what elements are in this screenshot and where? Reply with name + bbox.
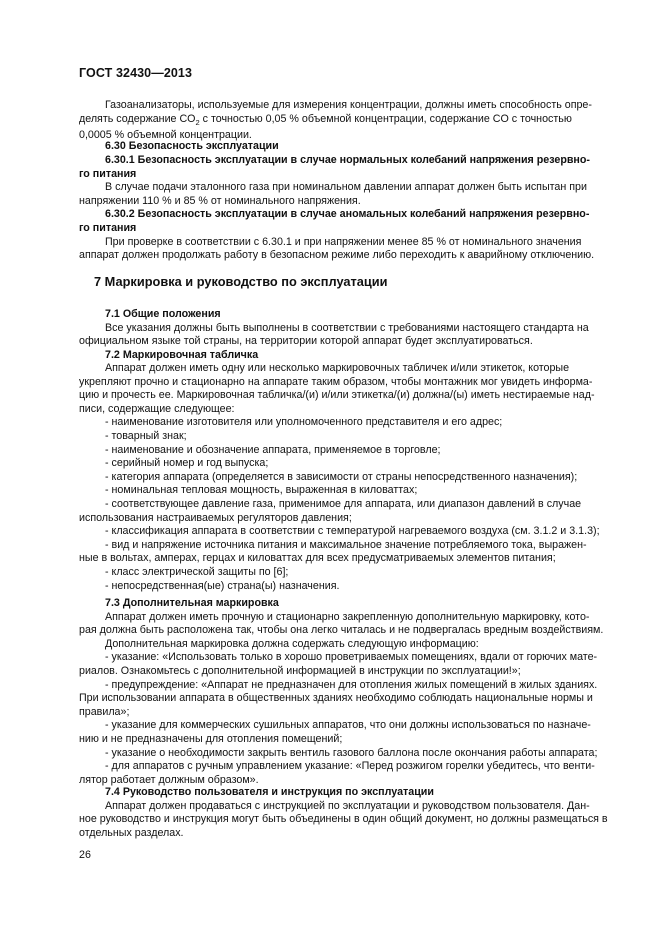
section-heading: 7.3 Дополнительная маркировка [105, 597, 279, 609]
list-item: - наименование изготовителя или уполномоченного представителя и его адрес; [105, 416, 503, 429]
list-item: - вид и напряжение источника питания и максимальное значение потребляемого тока, выражен- [105, 538, 587, 551]
subsection-heading: 6.30.2 Безопасность эксплуатации в случае аномальных колебаний напряжения резервно- [105, 208, 590, 221]
section-7-4 [79, 786, 613, 840]
text-line: цию и прочесть ее. Маркировочная табличка/(и) и/или этикетка/(и) должна/(ы) иметь нестираемые над- [79, 389, 595, 402]
list-item: - предупреждение: «Аппарат не предназначен для отопления жилых помещений в жилых зданиях. [105, 678, 598, 691]
list-item: - указание о необходимости закрыть вентиль газового баллона после окончания работы аппарата; [105, 746, 598, 759]
list-item-continuation: использования настраиваемых регуляторов давления; [79, 511, 352, 524]
list-item: - номинальная тепловая мощность, выраженная в киловаттах; [105, 484, 418, 497]
text-line: писи, содержащие следующее: [79, 402, 235, 415]
text-line: В случае подачи эталонного газа при номинальном давлении аппарат должен быть испытан при [105, 181, 587, 194]
text-line: рая должна быть расположена так, чтобы она легко читалась и не подвергалась вредным воздействиям. [79, 624, 604, 637]
text-line: Аппарат должен продаваться с инструкцией по эксплуатации и руководством пользователя. Дан- [105, 799, 590, 812]
text-line: напряжении 110 % и 85 % от номинального напряжения. [79, 194, 361, 207]
section-heading: 7.1 Общие положения [105, 308, 221, 320]
document-header: ГОСТ 32430—2013 [79, 66, 193, 80]
list-item: - класс электрической защиты по [6]; [105, 565, 289, 578]
text-line: Аппарат должен иметь прочную и стационарно закрепленную дополнительную маркировку, кото- [105, 610, 590, 623]
text-line: аппарат должен продолжать работу в безопасном режиме либо переходить к аварийному отключению. [79, 249, 595, 262]
text-line: ное руководство и инструкция могут быть объединены в один общий документ, но должны размещаться в [79, 813, 608, 826]
list-item: - соответствующее давление газа, применимое для аппарата, или диапазон давлений в случае [105, 497, 582, 510]
text-line: Аппарат должен иметь одну или несколько маркировочных табличек и/или этикеток, которые [105, 362, 570, 374]
list-item-continuation: нию и не предназначены для отопления помещений; [79, 732, 343, 745]
text-line: делять содержание $CO_2$ с точностью 0,05 % объемной концентрации, содержание CO с точностью [79, 112, 572, 127]
list-item: - для аппаратов с ручным управлением указание: «Перед розжигом горелки убедитесь, что венти- [105, 760, 595, 773]
subsection-heading: 6.30.1 Безопасность эксплуатации в случае нормальных колебаний напряжения резервно- [105, 154, 590, 166]
list-item-continuation: лятор работает должным образом». [79, 773, 259, 786]
gas-analyzer-paragraph [79, 99, 613, 143]
list-item: - классификация аппарата в соответствии с температурой нагреваемого воздуха (см. 3.1.2 и 3.1.3); [105, 525, 600, 538]
text-line: отдельных разделах. [79, 826, 184, 839]
section-7-3 [79, 597, 613, 787]
section-heading: 7.4 Руководство пользователя и инструкция по эксплуатации [105, 786, 434, 798]
text-line: официальном языке той страны, на территории которой аппарат будет эксплуатироваться. [79, 335, 533, 348]
text-line: Дополнительная маркировка должна содержать следующую информацию: [105, 637, 479, 650]
list-item: - серийный номер и год выпуска; [105, 457, 269, 470]
text-line: 0,0005 % объемной концентрации. [79, 129, 252, 142]
list-item: - указание для коммерческих сушильных аппаратов, что они должны использоваться по назначе- [105, 719, 591, 732]
list-item: - категория аппарата (определяется в зависимости от страны непосредственного назначения); [105, 470, 578, 483]
section-heading: 7.2 Маркировочная табличка [105, 348, 259, 361]
list-item: - указание: «Использовать только в хорошо проветриваемых помещениях, вдали от горючих мате- [105, 651, 598, 664]
section-heading-6-30: 6.30 Безопасность эксплуатации [105, 140, 279, 152]
list-item: - наименование и обозначение аппарата, применяемое в торговле; [105, 443, 441, 456]
section-7-2-body [79, 362, 613, 593]
subsection-heading: го питания [79, 221, 137, 234]
text-line: Все указания должны быть выполнены в соответствии с требованиями настоящего стандарта на [105, 321, 589, 334]
section-6-30-1 [79, 154, 613, 263]
list-item: - непосредственная(ые) страна(ы) назначения. [105, 579, 340, 592]
text-line: При проверке в соответствии с 6.30.1 и при напряжении менее 85 % от номинального значения [105, 235, 582, 248]
list-item-continuation: правила»; [79, 705, 130, 718]
list-item-continuation: риалов. Ознакомьтесь с дополнительной информацией в инструкции по эксплуатации!»; [79, 664, 521, 677]
section-7-1 [79, 308, 613, 362]
text-line: Газоанализаторы, используемые для измерения концентрации, должны иметь способность опре- [105, 99, 592, 111]
page-number: 26 [79, 849, 91, 861]
text-line: укрепляют прочно и стационарно на аппарате таким образом, чтобы монтажник мог увидеть информа- [79, 375, 593, 388]
list-item: - товарный знак; [105, 429, 187, 442]
subsection-heading: го питания [79, 167, 137, 180]
list-item-continuation: ные в вольтах, амперах, герцах и киловаттах для всех предусматриваемых элементов питания; [79, 552, 556, 565]
list-item-continuation: При использовании аппарата в общественных зданиях необходимо соблюдать национальные нормы и [79, 692, 593, 705]
chapter-heading-7: 7 Маркировка и руководство по эксплуатации [94, 274, 388, 289]
